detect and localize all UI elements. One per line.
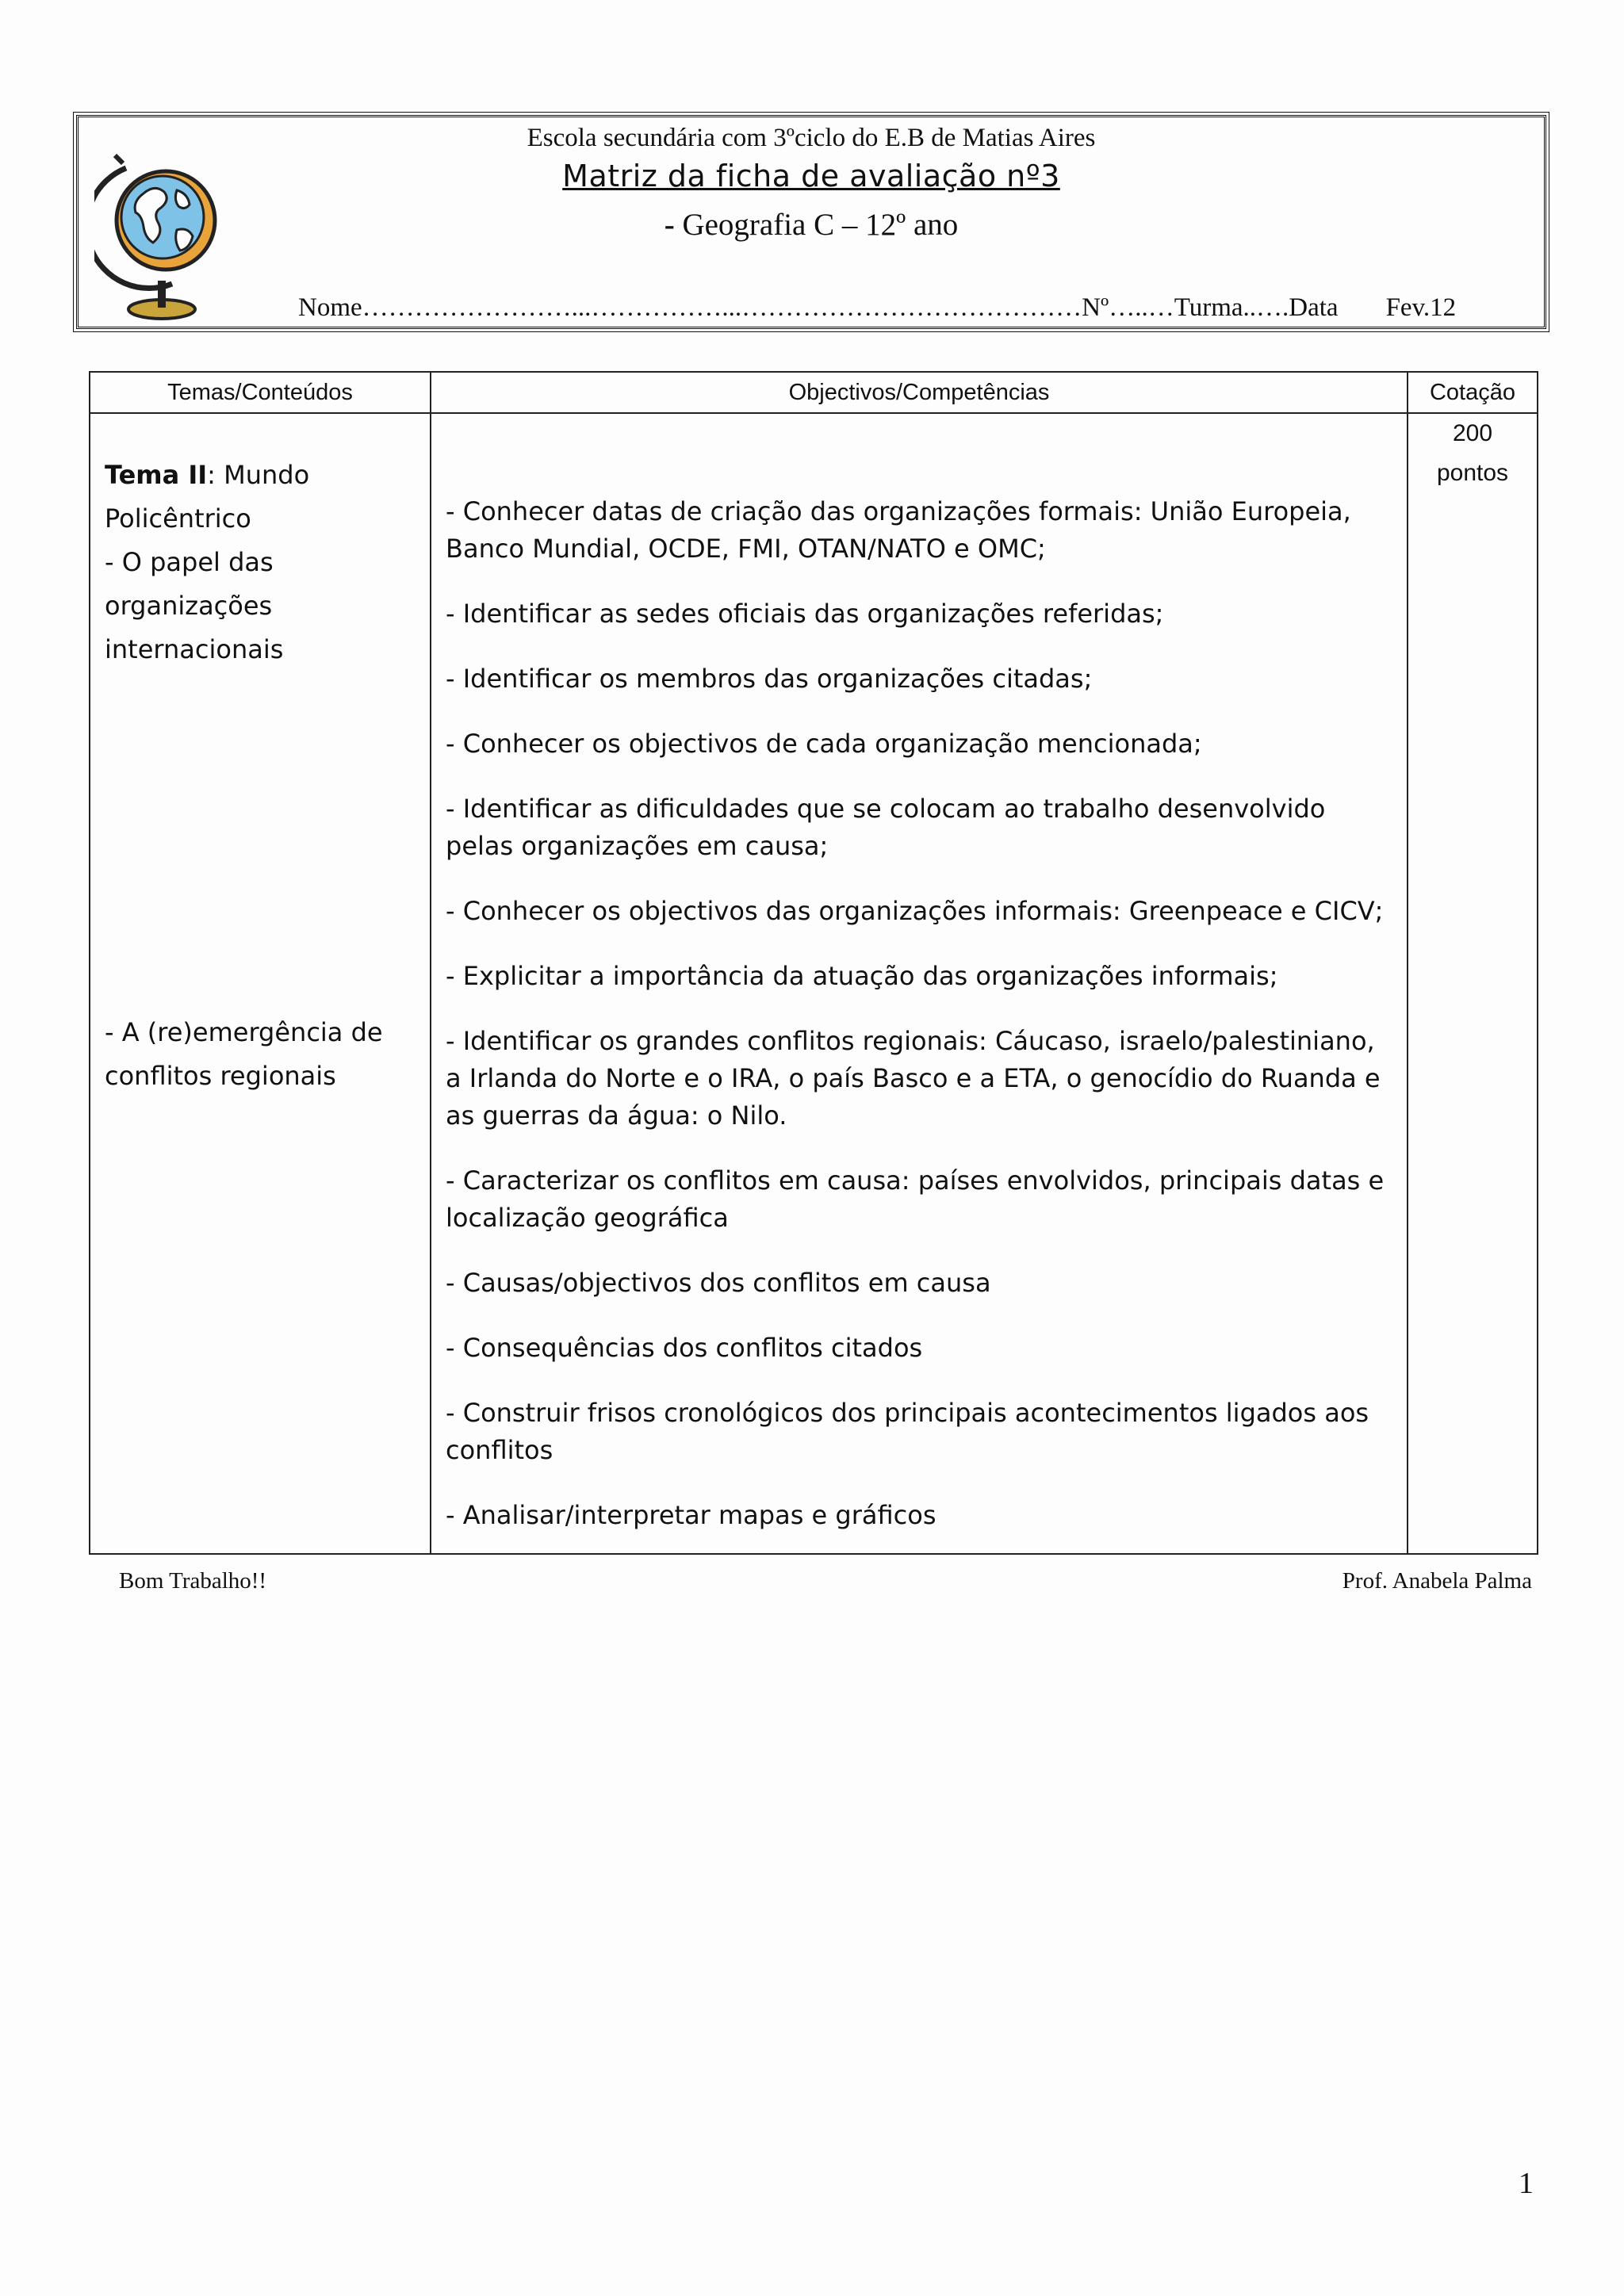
points-unit: pontos — [1436, 460, 1509, 486]
objective-item: - Analisar/interpretar mapas e gráficos — [446, 1500, 936, 1530]
document-header — [76, 115, 1546, 329]
objective-item: - Causas/objectivos dos conflitos em causa — [446, 1268, 991, 1298]
topic-subtheme-1: - O papel das organizações internacionais — [105, 547, 284, 664]
points-value: 200 — [1452, 420, 1493, 446]
page-number: 1 — [1519, 2167, 1534, 2200]
objective-item: - Construir frisos cronológicos dos principais acontecimentos ligados aos conflitos — [446, 1398, 1369, 1465]
student-info-line — [298, 293, 1456, 323]
header-points: Cotação — [1408, 372, 1538, 413]
objective-item: - Identificar os grandes conflitos regionais: Cáucaso, israelo/palestiniano, a Irlanda do Norte e o IRA, o país Basco e a ETA, o genocídio do Ruanda e as guerras da água: o Nilo. — [446, 1026, 1381, 1131]
assessment-matrix-table — [89, 371, 1538, 1555]
objective-item: - Identificar os membros das organizações citadas; — [446, 664, 1093, 694]
topics-cell — [90, 413, 431, 1554]
objective-item: - Identificar as dificuldades que se colocam ao trabalho desenvolvido pelas organizações em causa; — [446, 794, 1326, 861]
objective-item: - Consequências dos conflitos citados — [446, 1333, 923, 1363]
document-title: Matriz da ficha de avaliação nº3 — [562, 159, 1060, 193]
subject-text: Geografia C – 12º ano — [674, 208, 959, 242]
objective-item: - Conhecer datas de criação das organizações formais: União Europeia, Banco Mundial, OCDE, FMI, OTAN/NATO e OMC; — [446, 496, 1351, 564]
objective-item: - Conhecer os objectivos das organizações informais: Greenpeace e CICV; — [446, 896, 1384, 926]
points-cell — [1408, 413, 1538, 1554]
footer-teacher: Prof. Anabela Palma — [1342, 1568, 1532, 1594]
objective-item: - Explicitar a importância da atuação das organizações informais; — [446, 961, 1278, 991]
subject-line — [79, 207, 1544, 243]
school-name: Escola secundária com 3ºciclo do E.B de Matias Aires — [527, 124, 1096, 152]
table-row — [90, 413, 1538, 1554]
topic-theme-label: Tema II — [105, 460, 208, 490]
footer-greeting: Bom Trabalho!! — [119, 1568, 267, 1594]
topic-subtheme-2: - A (re)emergência de conflitos regionais — [105, 1017, 383, 1091]
topic-theme-name: : Mundo Policêntrico — [105, 460, 310, 534]
topic-theme — [105, 453, 416, 541]
objective-item: - Conhecer os objectivos de cada organização mencionada; — [446, 729, 1202, 759]
subject-dash: - — [664, 208, 675, 242]
objectives-cell — [431, 413, 1408, 1554]
objective-item: - Caracterizar os conflitos em causa: países envolvidos, principais datas e localização geográfica — [446, 1165, 1385, 1233]
name-fields: Nome……………………...……………...…………………………………Nº…..…Turma..….Data — [298, 293, 1339, 322]
date-value: Fev.12 — [1385, 293, 1457, 322]
header-topics: Temas/Conteúdos — [90, 372, 431, 413]
table-header-row — [90, 372, 1538, 413]
objective-item: - Identificar as sedes oficiais das organizações referidas; — [446, 599, 1164, 629]
header-objectives: Objectivos/Competências — [431, 372, 1408, 413]
